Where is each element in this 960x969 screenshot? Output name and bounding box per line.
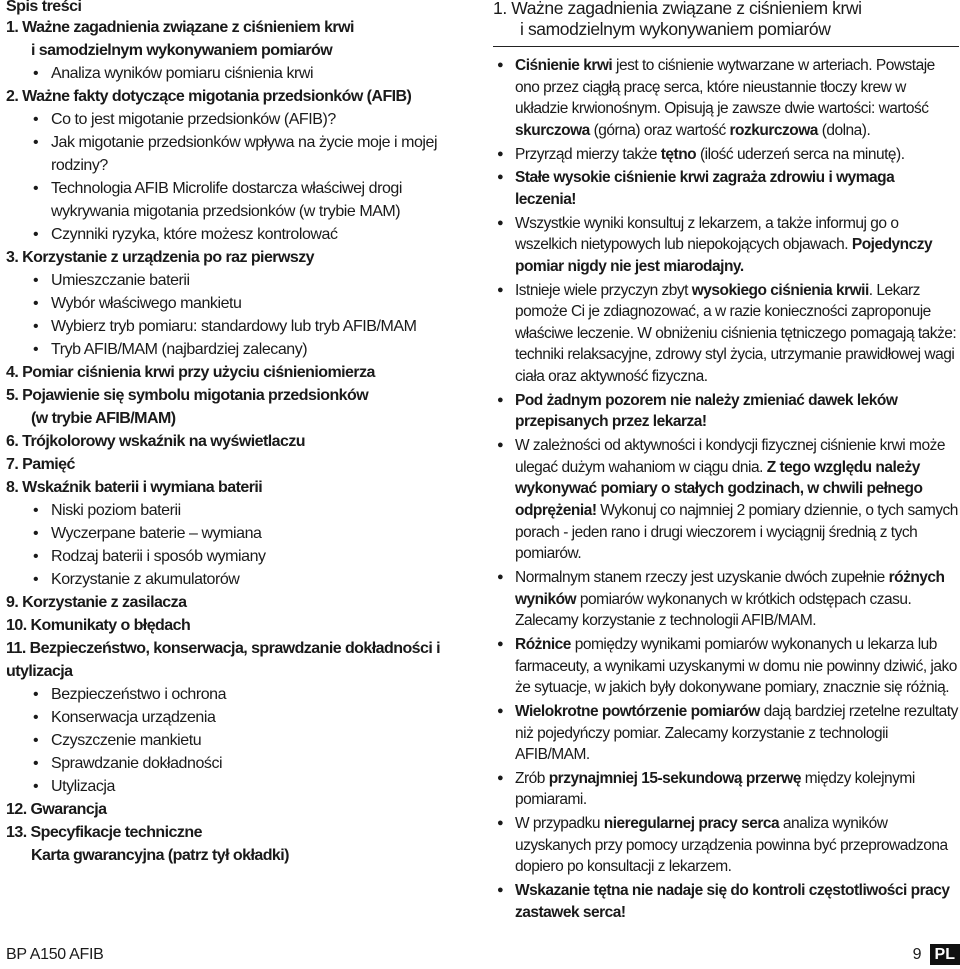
- toc-subentry: • Wybierz tryb pomiaru: standardowy lub tryb AFIB/MAM: [6, 315, 476, 338]
- bullet-item: [493, 701, 959, 766]
- bold-text: Stałe wysokie ciśnienie krwi zagraża zdrowiu i wymaga leczenia!: [515, 169, 895, 208]
- bullet-item: [493, 634, 959, 699]
- text: (dolna).: [817, 121, 871, 139]
- footer-model: BP A150 AFIB: [6, 946, 104, 963]
- toc-subentry: • Korzystanie z akumulatorów: [6, 568, 476, 591]
- bullet-list: [493, 55, 959, 923]
- bullet-item: [493, 768, 959, 811]
- toc-entry: 6. Trójkolorowy wskaźnik na wyświetlaczu: [6, 433, 306, 450]
- toc-subentry-continuation: rodziny?: [51, 157, 108, 174]
- text: dają bardziej rzetelne rezultaty niż pojedyńczy pomiar. Zalecamy korzystanie z technologii AFIB/MAM.: [515, 702, 958, 764]
- bold-text: tętno: [660, 145, 697, 163]
- bold-text: różnych wyników: [515, 568, 945, 608]
- toc-entry: 1. Ważne zagadnienia związane z ciśnieniem krwi: [6, 19, 354, 36]
- toc-entry: 12. Gwarancja: [6, 801, 107, 818]
- bold-text: nieregularnej pracy serca: [603, 815, 780, 833]
- bold-text: Wielokrotne powtórzenie pomiarów: [515, 702, 760, 720]
- section-heading-line1: 1. Ważne zagadnienia związane z ciśnieniem krwi: [493, 0, 862, 18]
- toc-entry-continuation: Karta gwarancyjna (patrz tył okładki): [31, 847, 289, 864]
- bullet-item: [493, 144, 959, 166]
- toc-subentry: • Czynniki ryzyka, które możesz kontrolować: [6, 223, 476, 246]
- text: W zależności od aktywności i kondycji fizycznej ciśnienie krwi może ulegać dużym wahaniom w ciągu dnia.: [515, 437, 945, 476]
- bold-text: Z tego względu należy wykonywać pomiary o stałych godzinach, w chwili pełnego odprężenia!: [515, 458, 923, 519]
- toc-subentry: • Sprawdzanie dokładności: [6, 752, 476, 775]
- text: Wszystkie wyniki konsultuj z lekarzem, a także informuj go o wszelkich nietypowych lub niepokojących objawach.: [515, 214, 899, 254]
- toc-entry-continuation: i samodzielnym wykonywaniem pomiarów: [31, 42, 333, 59]
- text: pomiarów wykonanych w krótkich odstępach czasu. Zalecamy korzystanie z technologii AFIB/MAM.: [515, 590, 912, 630]
- bullet-item: [493, 813, 959, 878]
- bullet-item: [493, 390, 959, 433]
- text: Zrób: [515, 769, 549, 787]
- toc-subentry: • Wyczerpane baterie – wymiana: [6, 522, 476, 545]
- toc-entry: 9. Korzystanie z zasilacza: [6, 594, 187, 611]
- toc-entry: 2. Ważne fakty dotyczące migotania przedsionków (AFIB): [6, 88, 412, 105]
- text: Wykonuj co najmniej 2 pomiary dziennie, o tych samych porach - jeden rano i drugi wieczorem i wyciągnij średnią z tych pomiarów.: [515, 502, 958, 563]
- text: między kolejnymi pomiarami.: [515, 769, 915, 809]
- text: jest to ciśnienie wytwarzane w arteriach. Powstaje ono przez ciągłą pracę serca, które nieustannie tłoczy krew w układzie krwionośnym. Opisują je zawsze dwie wartości: wartość: [515, 57, 935, 118]
- section-heading: [493, 0, 959, 47]
- page-number: 9: [912, 945, 922, 963]
- bullet-item: [493, 55, 959, 141]
- text: Normalnym stanem rzeczy jest uzyskanie dwóch zupełnie: [515, 568, 889, 586]
- bold-text: Różnice: [515, 635, 571, 653]
- bullet-item: [493, 567, 959, 632]
- text: (ilość uderzeń serca na minutę).: [696, 145, 905, 163]
- bold-text: Pod żadnym pozorem nie należy zmieniać dawek leków przepisanych przez lekarza!: [515, 391, 898, 431]
- toc-subentry: • Analiza wyników pomiaru ciśnienia krwi: [6, 62, 476, 85]
- toc-entry: 4. Pomiar ciśnienia krwi przy użyciu ciśnieniomierza: [6, 364, 375, 381]
- toc-subentry: • Technologia AFIB Microlife dostarcza właściwej drogi: [6, 177, 476, 200]
- toc-subentry: • Niski poziom baterii: [6, 499, 476, 522]
- toc-subentry: • Rodzaj baterii i sposób wymiany: [6, 545, 476, 568]
- toc-subentry: • Jak migotanie przedsionków wpływa na życie moje i mojej: [6, 131, 476, 154]
- toc-entry: 8. Wskaźnik baterii i wymiana baterii: [6, 479, 263, 496]
- bold-text: Wskazanie tętna nie nadaje się do kontroli częstotliwości pracy zastawek serca!: [515, 882, 950, 921]
- bold-text: skurczowa: [515, 121, 590, 139]
- text: . Lekarz pomoże Ci je zdiagnozować, a w razie konieczności zaproponuje właściwe leczenie. W obniżeniu ciśnienia tętniczego pomagają także: techniki relaksacyjne, zdrowy styl życia, utrzymanie prawidłowej wagi ciała oraz aktywność fizyczna.: [515, 281, 957, 386]
- toc-subentry: • Umieszczanie baterii: [6, 269, 476, 292]
- text: pomiędzy wynikami pomiarów wykonanych u lekarza lub farmaceuty, a wynikami uzyskanymi w domu nie powinny dziwić, jako że sytuacje, w jakich były dokonywane pomiary, znacznie się różnią.: [515, 635, 957, 697]
- toc-subentry: • Utylizacja: [6, 775, 476, 798]
- bullet-item: [493, 167, 959, 210]
- toc-entry: 5. Pojawienie się symbolu migotania przedsionków: [6, 387, 369, 404]
- toc-entry: 13. Specyfikacje techniczne: [6, 824, 202, 841]
- toc-entry: 11. Bezpieczeństwo, konserwacja, sprawdzanie dokładności i: [6, 640, 441, 657]
- toc-subentry: • Wybór właściwego mankietu: [6, 292, 476, 315]
- text: Przyrząd mierzy także: [515, 145, 661, 163]
- toc-entry: 3. Korzystanie z urządzenia po raz pierwszy: [6, 249, 315, 266]
- bullet-item: [493, 280, 959, 388]
- toc-entry: 7. Pamięć: [6, 456, 75, 473]
- toc-subentry: • Tryb AFIB/MAM (najbardziej zalecany): [6, 338, 476, 361]
- text: W przypadku: [515, 815, 604, 833]
- toc-title: Spis treści: [6, 0, 82, 15]
- toc-subentry-continuation: wykrywania migotania przedsionków (w trybie MAM): [51, 203, 401, 220]
- text: Istnieje wiele przyczyn zbyt: [515, 281, 692, 299]
- toc-subentry: • Czyszczenie mankietu: [6, 729, 476, 752]
- bold-text: wysokiego ciśnienia krwii: [691, 281, 869, 299]
- toc-subentry: • Konserwacja urządzenia: [6, 706, 476, 729]
- toc-list: [6, 16, 476, 867]
- bold-text: Ciśnienie krwi: [515, 57, 613, 74]
- bullet-item: [493, 213, 959, 278]
- section-heading-line2: i samodzielnym wykonywaniem pomiarów: [520, 19, 831, 39]
- bold-text: rozkurczowa: [729, 121, 818, 139]
- bold-text: Pojedynczy pomiar nigdy nie jest miarodajny.: [515, 236, 933, 275]
- toc-subentry: • Bezpieczeństwo i ochrona: [6, 683, 476, 706]
- bold-text: przynajmniej 15-sekundową przerwę: [548, 769, 801, 787]
- toc-entry: utylizacja: [6, 663, 73, 680]
- language-badge: PL: [930, 944, 960, 965]
- footer-page: [913, 944, 960, 965]
- toc-subentry: • Co to jest migotanie przedsionków (AFIB)?: [6, 108, 476, 131]
- bullet-item: [493, 435, 959, 565]
- section-1: [493, 0, 959, 926]
- toc-entry: 10. Komunikaty o błędach: [6, 617, 191, 634]
- text: (górna) oraz wartość: [589, 121, 730, 139]
- bullet-item: [493, 880, 959, 923]
- table-of-contents: [6, 0, 476, 867]
- toc-entry-continuation: (w trybie AFIB/MAM): [31, 410, 176, 427]
- text: analiza wyników uzyskanych przy pomocy urządzenia powinna być przeprowadzona dopiero po konsultacji z lekarzem.: [515, 815, 948, 876]
